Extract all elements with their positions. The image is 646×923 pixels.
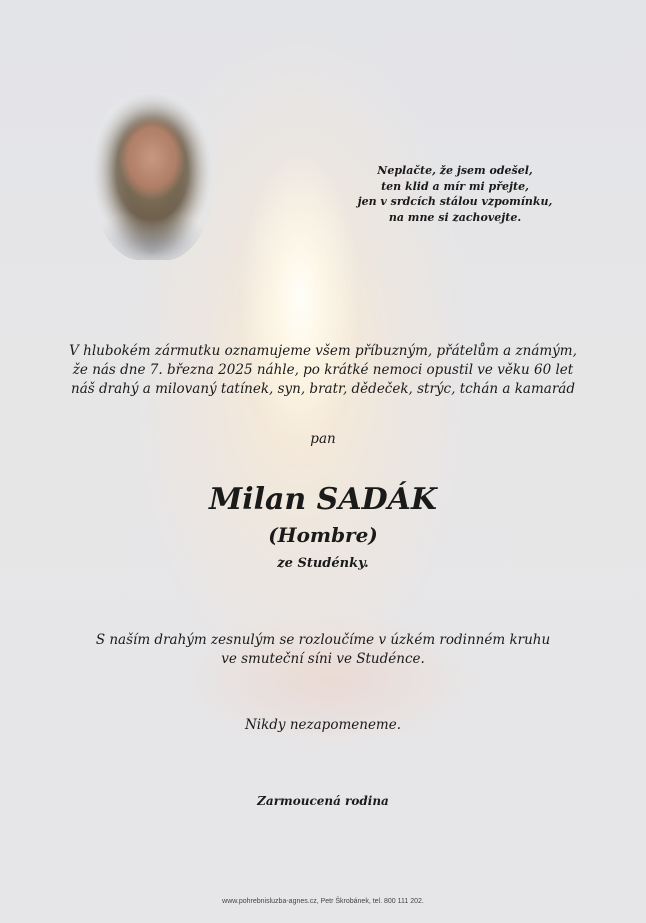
poem [340, 163, 570, 225]
farewell-line: ve smuteční síni ve Studénce. [221, 651, 425, 667]
farewell-line: S naším drahým zesnulým se rozloučíme v úzkém rodinném kruhu [95, 632, 551, 648]
title-prefix: pan [310, 431, 336, 447]
deceased-name: Milan SADÁK [208, 482, 437, 517]
deceased-nickname: (Hombre) [268, 523, 378, 547]
announcement-line: náš drahý a milovaný tatínek, syn, bratr, dědeček, strýc, tchán a kamarád [71, 381, 575, 397]
closing-text: Nikdy nezapomeneme. [244, 717, 402, 733]
announcement-line: V hlubokém zármutku oznamujeme všem příbuzným, přátelům a známým, [69, 343, 577, 359]
deceased-origin: ze Studénky. [277, 556, 369, 571]
poem-line: na mne si zachovejte. [388, 210, 522, 224]
poem-line: Neplačte, že jsem odešel, [377, 164, 533, 177]
funeral-service-footer: www.pohrebnisluzba-agnes.cz, Petr Škrobánek, tel. 800 111 202. [222, 898, 424, 905]
farewell-text [60, 631, 586, 669]
poem-line: ten klid a mír mi přejte, [381, 179, 529, 193]
poem-line: jen v srdcích stálou vzpomínku, [357, 195, 553, 208]
portrait-photo [92, 92, 214, 260]
signature: Zarmoucená rodina [257, 794, 389, 808]
announcement-line: že nás dne 7. března 2025 náhle, po krátké nemoci opustil ve věku 60 let [72, 362, 574, 378]
announcement-text [40, 342, 606, 399]
